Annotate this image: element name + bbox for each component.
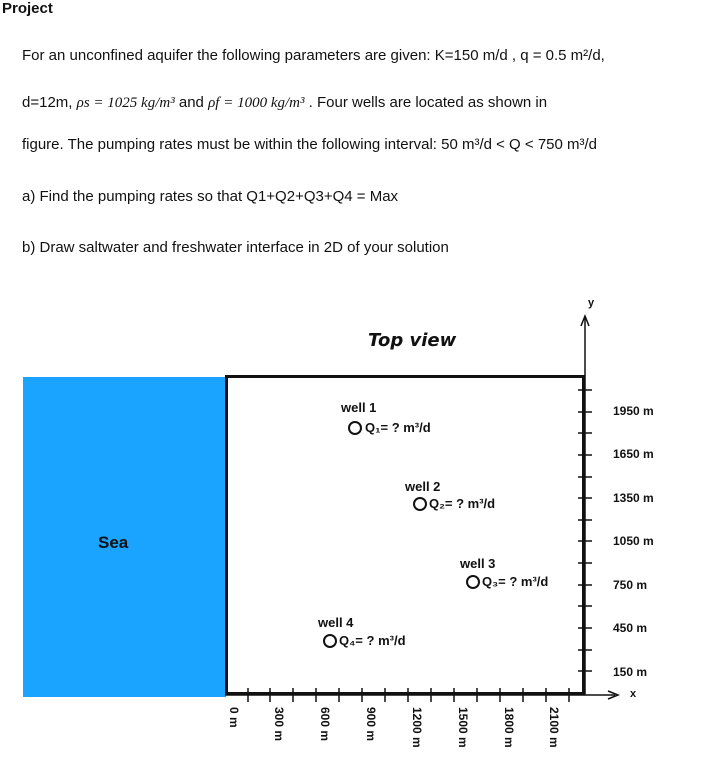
y-label-750: 750 m — [613, 578, 648, 592]
well-3-rate: Q₃= ? m³/d — [482, 574, 549, 589]
well-1-label: well 1 — [341, 400, 377, 415]
question-a: a) Find the pumping rates so that Q1+Q2+Q3+Q4 = Max — [22, 188, 399, 205]
well-2-label: well 2 — [405, 479, 441, 494]
x-label-1500: 1500 m — [456, 707, 470, 748]
well-1-rate: Q₁= ? m³/d — [365, 420, 431, 435]
question-b: b) Draw saltwater and freshwater interface in 2D of your solution — [22, 239, 449, 256]
well-2-rate: Q₂= ? m³/d — [429, 496, 496, 511]
problem-line-3: figure. The pumping rates must be within the following interval: 50 m³/d < Q < 750 m³/d — [22, 136, 598, 153]
x-label-2100: 2100 m — [547, 707, 561, 748]
x-label-1200: 1200 m — [410, 707, 424, 748]
x-label-1800: 1800 m — [502, 707, 516, 748]
well-4-label: well 4 — [318, 615, 354, 630]
y-axis-letter: y — [588, 297, 595, 309]
sea-label: Sea — [98, 533, 129, 552]
freshwater-density: ρf = 1000 kg/m³ — [208, 95, 305, 111]
x-label-600: 600 m — [318, 707, 332, 742]
and-text: and — [174, 94, 209, 111]
y-label-1350: 1350 m — [613, 491, 654, 505]
y-label-1050: 1050 m — [613, 534, 654, 548]
well-4-rate: Q₄= ? m³/d — [339, 633, 406, 648]
y-label-1650: 1650 m — [613, 447, 654, 461]
figure-heading: Top view — [368, 330, 457, 351]
saltwater-density: ρs = 1025 kg/m³ — [76, 95, 175, 111]
page-title: Project — [2, 0, 53, 17]
y-label-1950: 1950 m — [613, 404, 654, 418]
x-label-900: 900 m — [364, 707, 378, 742]
x-label-300: 300 m — [272, 707, 286, 742]
well-3-label: well 3 — [460, 556, 496, 571]
x-axis-letter: x — [630, 688, 637, 700]
x-label-0: 0 m — [227, 707, 241, 728]
y-label-150: 150 m — [613, 665, 648, 679]
problem-line-2-end: . Four wells are located as shown in — [304, 94, 548, 111]
y-label-450: 450 m — [613, 621, 648, 635]
problem-line-1: For an unconfined aquifer the following parameters are given: K=150 m/d , q = 0.5 m²/d, — [22, 47, 605, 64]
depth-value: d=12m, — [22, 94, 73, 111]
